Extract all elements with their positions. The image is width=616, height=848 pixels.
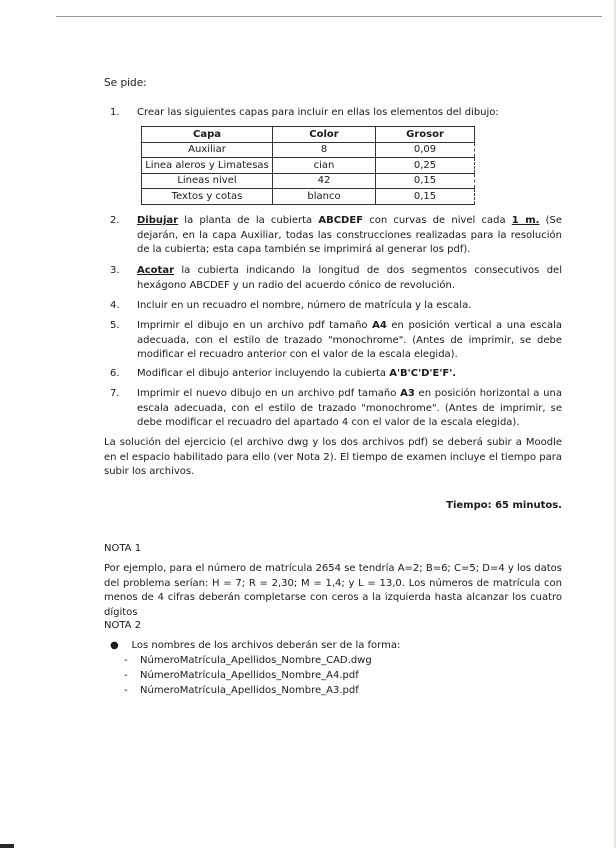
item-number: 3.	[110, 265, 120, 276]
item-body	[137, 367, 562, 382]
cell-capa: Textos y cotas	[142, 189, 273, 205]
item-number: 6.	[110, 368, 120, 379]
emphasis-text: Acotar	[137, 265, 174, 276]
header-capa: Capa	[142, 127, 273, 143]
table-row	[142, 142, 475, 158]
file-name: NúmeroMatrícula_Apellidos_Nombre_A4.pdf	[140, 670, 359, 681]
item-number: 7.	[110, 388, 120, 399]
bullet-text: Los nombres de los archivos deberán ser de la forma:	[131, 640, 401, 651]
table-row	[142, 173, 475, 189]
list-item-4	[110, 299, 562, 314]
list-item-3	[110, 264, 562, 293]
cell-capa: Linea aleros y Limatesas	[142, 158, 273, 174]
dash-marker: -	[124, 685, 128, 696]
list-item-6	[110, 367, 562, 382]
table-row	[142, 189, 475, 205]
item-text: en posición vertical a una escala adecuada, con el estilo de trazado "monochrome". (Antes de imprimir, se debe modificar el recuadro anterior con el valor de la escala elegida).	[137, 320, 562, 361]
dash-marker: -	[124, 670, 128, 681]
item-body	[137, 264, 562, 293]
cell-color: 8	[273, 142, 376, 158]
file-name: NúmeroMatrícula_Apellidos_Nombre_CAD.dwg	[140, 655, 372, 666]
cell-capa: Lineas nivel	[142, 173, 273, 189]
file-name-item	[124, 685, 359, 696]
solution-paragraph: La solución del ejercicio (el archivo dwg y los dos archivos pdf) se deberá subir a Moodle en el espacio habilitado para ello (ver Nota 2). El tiempo de examen incluye el tiempo para subir los archivos.	[104, 437, 562, 478]
emphasis-text: A3	[400, 388, 415, 399]
item-body	[137, 387, 562, 431]
header-grosor: Grosor	[376, 127, 475, 143]
item-text: con curvas de nivel cada	[363, 215, 512, 226]
layers-table	[141, 126, 475, 205]
page-top-rule	[56, 16, 602, 17]
table-row	[142, 158, 475, 174]
bullet-dot: ●	[110, 640, 132, 651]
item-body	[137, 106, 562, 121]
intro-text: Se pide:	[104, 77, 147, 89]
list-item-2	[110, 214, 562, 258]
nota2-bullet	[110, 640, 400, 651]
emphasis-text: Dibujar	[137, 215, 179, 226]
emphasis-text: ABCDEF	[318, 215, 364, 226]
item-text: en posición horizontal a una escala adecuada, con el estilo de trazado "monochrome". (Antes de imprimir, se debe modificar el recuadro del apartado 4 con el valor de la escala elegida).	[137, 388, 562, 429]
file-name-item	[124, 655, 372, 666]
nota1-text: Por ejemplo, para el número de matrícula 2654 se tendría A=2; B=6; C=5; D=4 y los datos del problema serían: H = 7; R = 2,30; M = 1,4; y L = 13,0. Los números de matrícula con menos de 4 cifras deberán completarse con ceros a la izquierda hasta alcanzar los cuatro dígitos	[104, 563, 562, 618]
nota2-title: NOTA 2	[104, 620, 142, 631]
item-body	[137, 319, 562, 363]
nota1-title: NOTA 1	[104, 543, 142, 554]
item-number: 2.	[110, 215, 120, 226]
emphasis-text: 1 m.	[511, 215, 540, 226]
file-name-item	[124, 670, 359, 681]
header-color: Color	[273, 127, 376, 143]
item-number: 4.	[110, 300, 120, 311]
item-text: Incluir en un recuadro el nombre, número de matrícula y la escala.	[137, 300, 472, 311]
item-text: la cubierta indicando la longitud de dos segmentos consecutivos del hexágono ABCDEF y un radio del acuerdo cónico de revolución.	[137, 265, 562, 291]
item-text: Crear las siguientes capas para incluir en ellas los elementos del dibujo:	[137, 107, 499, 118]
item-number: 1.	[110, 107, 120, 118]
cell-color: 42	[273, 173, 376, 189]
emphasis-text: A'B'C'D'E'F'.	[389, 368, 457, 379]
item-text: Modificar el dibujo anterior incluyendo la cubierta	[137, 368, 390, 379]
table-header-row	[142, 127, 475, 143]
list-item-5	[110, 319, 562, 363]
list-item-7	[110, 387, 562, 431]
cell-capa: Auxiliar	[142, 142, 273, 158]
item-text: Imprimir el nuevo dibujo en un archivo pdf tamaño	[137, 388, 401, 399]
scan-corner-mark	[0, 844, 14, 848]
item-number: 5.	[110, 320, 120, 331]
cell-grosor: 0,25	[376, 158, 475, 174]
emphasis-text: A4	[372, 320, 387, 331]
file-name: NúmeroMatrícula_Apellidos_Nombre_A3.pdf	[140, 685, 359, 696]
item-text: (Se dejarán, en la capa Auxiliar, todas las construcciones realizadas para la resolución de la cubierta; esta capa también se imprimirá al generar los pdf).	[137, 215, 562, 256]
item-body	[137, 214, 562, 258]
dash-marker: -	[124, 655, 128, 666]
item-text: la planta de la cubierta	[178, 215, 319, 226]
list-item-1	[110, 106, 562, 121]
cell-grosor: 0,15	[376, 173, 475, 189]
cell-grosor: 0,15	[376, 189, 475, 205]
cell-color: blanco	[273, 189, 376, 205]
item-body	[137, 299, 562, 314]
exam-time: Tiempo: 65 minutos.	[446, 500, 562, 511]
item-text: Imprimir el dibujo en un archivo pdf tamaño	[137, 320, 373, 331]
cell-grosor: 0,09	[376, 142, 475, 158]
cell-color: cian	[273, 158, 376, 174]
